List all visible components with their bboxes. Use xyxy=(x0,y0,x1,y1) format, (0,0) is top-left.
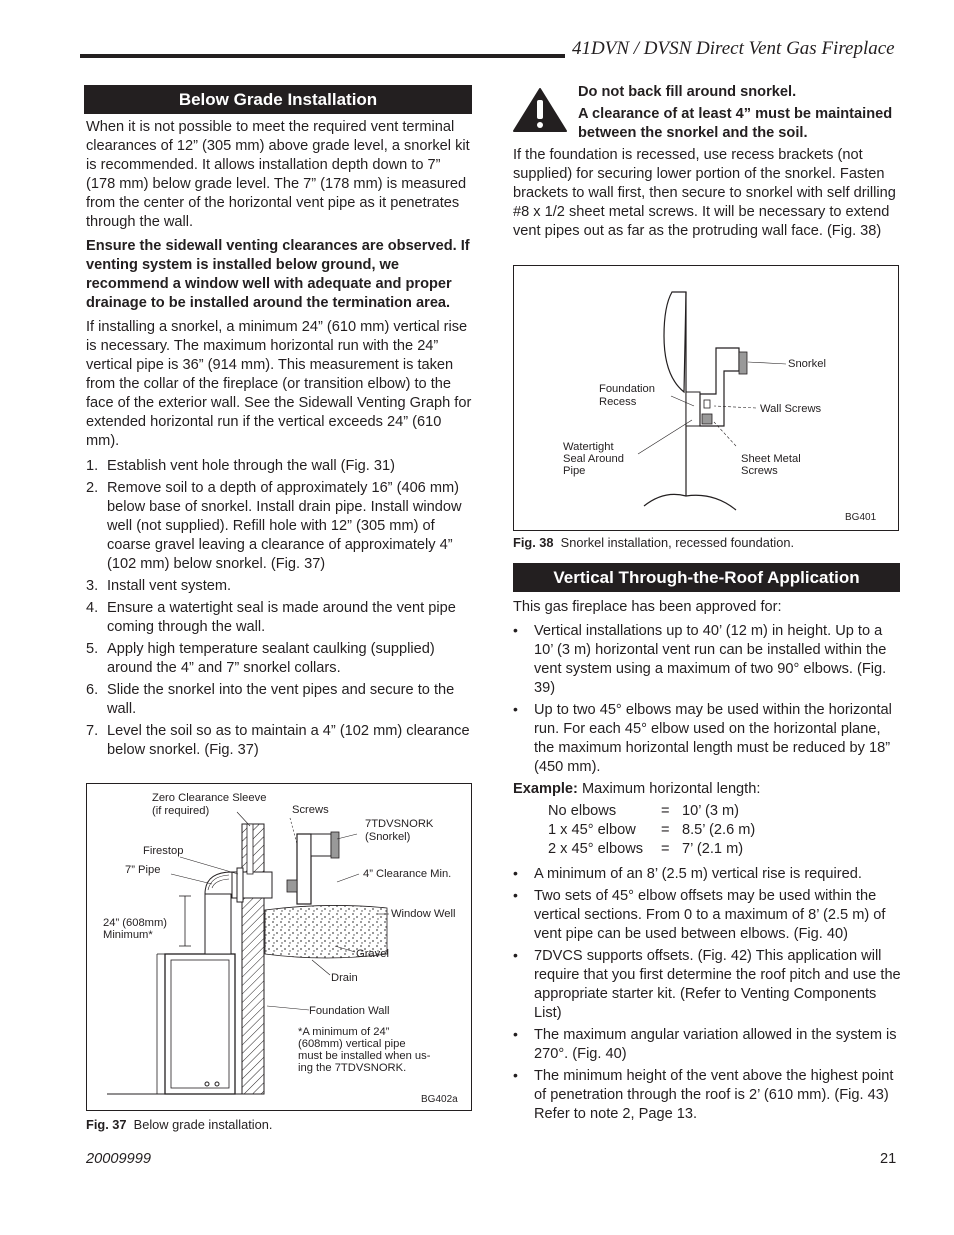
figure-code: BG401 xyxy=(845,512,877,523)
list-item: 4. Ensure a watertight seal is made around the vent pipe coming through the wall. xyxy=(86,600,456,635)
recessed-diagram xyxy=(514,266,898,530)
label-clearance: 4” Clearance Min. xyxy=(363,868,452,880)
list-item: • The maximum angular variation allowed in the system is 270°. (Fig. 40) xyxy=(513,1026,897,1062)
header-rule xyxy=(80,54,565,58)
label-if-required: (if required) xyxy=(152,805,210,817)
example-row: 1 x 45° elbow = 8.5’ (2.6 m) xyxy=(548,822,756,838)
list-item: 3. Install vent system. xyxy=(86,578,232,594)
bullet-list xyxy=(513,622,901,777)
label-minimum: Minimum* xyxy=(103,929,153,941)
label-note: ing the 7TDVSNORK. xyxy=(298,1062,407,1074)
example-table xyxy=(513,802,901,859)
label-foundation: Foundation xyxy=(599,383,655,395)
list-item: 7. Level the soil so as to maintain a 4” (102 mm) clearance below snorkel. (Fig. 37) xyxy=(86,723,470,758)
label-snork2: (Snorkel) xyxy=(365,831,411,843)
label-24-min: 24” (608mm) xyxy=(103,917,168,929)
label-snork1: 7TDVSNORK xyxy=(365,818,434,830)
list-item: • The minimum height of the vent above the highest point of penetration through the roof is 2’ (610 mm). (Fig. 43) Refer to note 2, Page 13. xyxy=(513,1067,894,1122)
paragraph: When it is not possible to meet the required vent terminal clearances of 12” (305 mm) above grade level, a snorkel kit is recommended. It allows installation depth down to 7” (178 mm) below grade level. The 7” (178 mm) is measured from the center of the horizontal vent pipe as it penetrates through the wall. xyxy=(86,119,470,230)
figure-38-caption: Fig. 38 Snorkel installation, recessed foundation. xyxy=(513,535,795,550)
label-pipe: Pipe xyxy=(563,465,586,477)
list-item: • Two sets of 45° elbow offsets may be used within the vertical sections. From 0 to a maximum of 8’ (2.5 m) of vent pipe can be used between elbows. (Fig. 40) xyxy=(513,887,886,942)
list-item: 2. Remove soil to a depth of approximately 16” (406 mm) below base of snorkel. Install drain pipe. Install window well (not supplied). Refill hole with 12” (305 mm) of coarse gravel leaving a clearance of approximately 4” (102 mm) below snorkel. (Fig. 37) xyxy=(86,480,462,572)
list-item: 6. Slide the snorkel into the vent pipes and secure to the wall. xyxy=(86,682,455,717)
warning-line: Do not back fill around snorkel. xyxy=(578,84,797,100)
steps-list xyxy=(86,457,472,760)
right-column-text xyxy=(513,598,901,1127)
label-note: (608mm) vertical pipe xyxy=(298,1038,406,1050)
label-note: must be installed when us- xyxy=(298,1050,431,1062)
label-recess: Recess xyxy=(599,396,637,408)
figure-37-below-grade xyxy=(86,783,472,1111)
label-screws: Screws xyxy=(741,465,778,477)
list-item: 5. Apply high temperature sealant caulking (supplied) around the 4” and 7” snorkel collars. xyxy=(86,641,435,676)
label-wall-screws: Wall Screws xyxy=(760,403,822,415)
section-heading-vertical: Vertical Through-the-Roof Application xyxy=(513,563,900,592)
label-drain: Drain xyxy=(331,972,358,984)
label-foundation-wall: Foundation Wall xyxy=(309,1005,390,1017)
list-item: 1. Establish vent hole through the wall (Fig. 31) xyxy=(86,458,395,474)
section-heading-below-grade: Below Grade Installation xyxy=(84,85,472,114)
label-screws: Screws xyxy=(292,804,329,816)
header-title: 41DVN / DVSN Direct Vent Gas Fireplace xyxy=(572,38,895,59)
bold-paragraph: Ensure the sidewall venting clearances are observed. If venting system is installed below ground, we recommend a window well with adequate and proper drainage to be installed around the termination area. xyxy=(86,238,470,311)
list-item: • A minimum of an 8’ (2.5 m) vertical rise is required. xyxy=(513,865,862,882)
paragraph: If the foundation is recessed, use recess brackets (not supplied) for securing lower portion of the snorkel. Fasten brackets to wall first, then secure to snorkel with self drilling #8 x 1/2 sheet metal screws. It will be necessary to extend vent pipes out as far as the protruding wall face. (Fig. 38) xyxy=(513,147,896,239)
label-gravel: Gravel xyxy=(356,948,389,960)
label-sheet-metal: Sheet Metal xyxy=(741,453,801,465)
paragraph: This gas fireplace has been approved for: xyxy=(513,599,782,615)
label-seal-around: Seal Around xyxy=(563,453,624,465)
label-firestop: Firestop xyxy=(143,845,184,857)
label-7-pipe: 7” Pipe xyxy=(125,864,161,876)
figure-37-caption: Fig. 37 Below grade installation. xyxy=(86,1117,273,1132)
warning-icon xyxy=(512,87,568,133)
label-watertight: Watertight xyxy=(563,441,614,453)
list-item: • 7DVCS supports offsets. (Fig. 42) This application will require that you first determine the roof pitch and use the appropriate starter kit. (Refer to Venting Components List) xyxy=(513,947,901,1021)
list-item: • Vertical installations up to 40’ (12 m) in height. Up to a 10’ (3 m) horizontal vent run can be installed within the vent system using a maximum of two 90° elbows. (Fig. 39) xyxy=(513,622,887,696)
bullet-list xyxy=(513,865,901,1124)
label-note: *A minimum of 24” xyxy=(298,1026,390,1038)
paragraph: If installing a snorkel, a minimum 24” (610 mm) vertical rise is necessary. The maximum horizontal run with the 24” vertical pipe is 36” (914 mm). This measurement is taken from the collar of the fireplace (or transition elbow) to the face of the exterior wall. See the Sidewall Venting Graph for extended horizontal run if the vertical exceeds 24” (610 mm). xyxy=(86,319,472,449)
figure-38-recessed xyxy=(513,265,899,531)
label-window-well: Window Well xyxy=(391,908,456,920)
example-row: No elbows = 10’ (3 m) xyxy=(548,803,740,819)
document-number: 20009999 xyxy=(86,1151,151,1167)
figure-code: BG402a xyxy=(421,1094,458,1105)
warning-line: A clearance of at least 4” must be maintained between the snorkel and the soil. xyxy=(578,106,893,141)
example-row: 2 x 45° elbows = 7’ (2.1 m) xyxy=(548,841,744,857)
label-zero-clearance: Zero Clearance Sleeve xyxy=(152,792,267,804)
list-item: • Up to two 45° elbows may be used within the horizontal run. For each 45° elbow used on the horizontal plane, the maximum horizontal length must be reduced by 18” (450 mm). xyxy=(513,701,892,775)
example-line: Example: Maximum horizontal length: xyxy=(513,781,761,797)
page-number: 21 xyxy=(880,1151,897,1167)
warning-text xyxy=(578,83,898,143)
left-column-text xyxy=(86,118,472,763)
label-snorkel: Snorkel xyxy=(788,358,826,370)
